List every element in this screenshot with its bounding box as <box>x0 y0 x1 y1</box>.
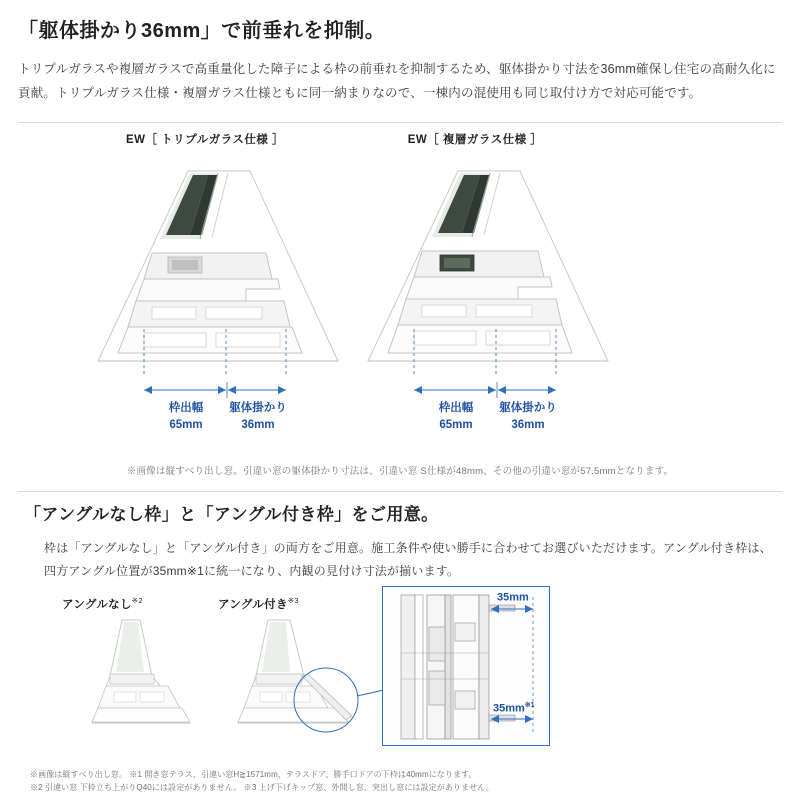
panel-label-double: EW［ 複層ガラス仕様 ］ <box>407 133 543 146</box>
angle-frame-diagram-row <box>0 591 800 769</box>
panel-art-double <box>310 161 640 376</box>
divider-wrap <box>0 491 800 492</box>
section-two-footnotes <box>30 769 494 794</box>
label-no-angle: アングルなし$^{※2}$ <box>62 595 143 611</box>
footnote-2: ※2 引違い窓 下枠立ち上がりQ40には設定がありません。 ※3 上げ下げキップ窓、外開し窓、突出し窓には設定がありません。 <box>30 782 494 792</box>
window-cross-section-illustration-2 <box>310 161 640 376</box>
dimension-arrows-2 <box>350 382 610 398</box>
section-two <box>0 500 800 584</box>
no-angle-frame-illustration <box>40 616 220 746</box>
angle-detail-drawing <box>383 587 549 745</box>
callout-35mm-top: 35mm <box>497 591 529 604</box>
callout-35mm-bottom: $35mm^{※1}$ <box>493 701 535 715</box>
section-one-body: トリプルガラスや複層ガラスで高重量化した障子による枠の前垂れを抑制するため、躯体掛かり寸法を36mm確保し住宅の高耐久化に貢献。トリプルガラス仕様・複層ガラス仕様ともに同一納まりなので、一棟内の混使用も同じ取付け方で対応可能です。 <box>18 62 776 101</box>
dim-frame-projection-triple: 枠出幅 65mm <box>168 401 204 431</box>
divider <box>18 122 782 123</box>
section-one-note: ※画像は縦すべり出し窓。引違い窓の躯体掛かり寸法は、引違い窓 S仕様が48mm、その他の引違い窓が57.5mmとなります。 <box>126 465 674 477</box>
dim-frame-projection-double: 枠出幅 65mm <box>438 401 474 431</box>
dim-structure-engagement-triple: 躯体掛かり 36mm <box>229 401 287 431</box>
dimension-arrows <box>80 382 340 398</box>
panel-double-glass <box>310 131 640 454</box>
cross-section-diagram-row <box>0 131 800 461</box>
divider-2 <box>18 491 782 492</box>
with-angle-frame-illustration <box>196 616 386 746</box>
label-with-angle: アングル付き$^{※3}$ <box>218 595 299 611</box>
footnote-1: ※画像は縦すべり出し窓。 ※1 開き窓テラス、引違い窓H≧1571mm、テラスドア、勝手口ドアの下枠は40mmになります。 <box>30 770 477 780</box>
section-one <box>0 0 800 123</box>
section-two-body: 枠は「アングルなし」と「アングル付き」の両方をご用意。施工条件や使い勝手に合わせてお選びいただけます。アングル付き枠は、四方アングル位置が35mm※1に統一になり、内観の見付け寸法が揃います。 <box>44 540 772 579</box>
section-two-title: 「アングルなし枠」と「アングル付き枠」をご用意。 <box>24 504 439 524</box>
dim-structure-engagement-double: 躯体掛かり 36mm <box>499 401 557 431</box>
page-title: 「躯体掛かり36mm」で前垂れを抑制。 <box>18 20 386 42</box>
angle-detail-panel <box>382 586 550 746</box>
dimension-block-triple <box>80 382 340 454</box>
dimension-block-double <box>350 382 610 454</box>
panel-label-triple: EW［ トリプルガラス仕様 ］ <box>125 133 285 146</box>
